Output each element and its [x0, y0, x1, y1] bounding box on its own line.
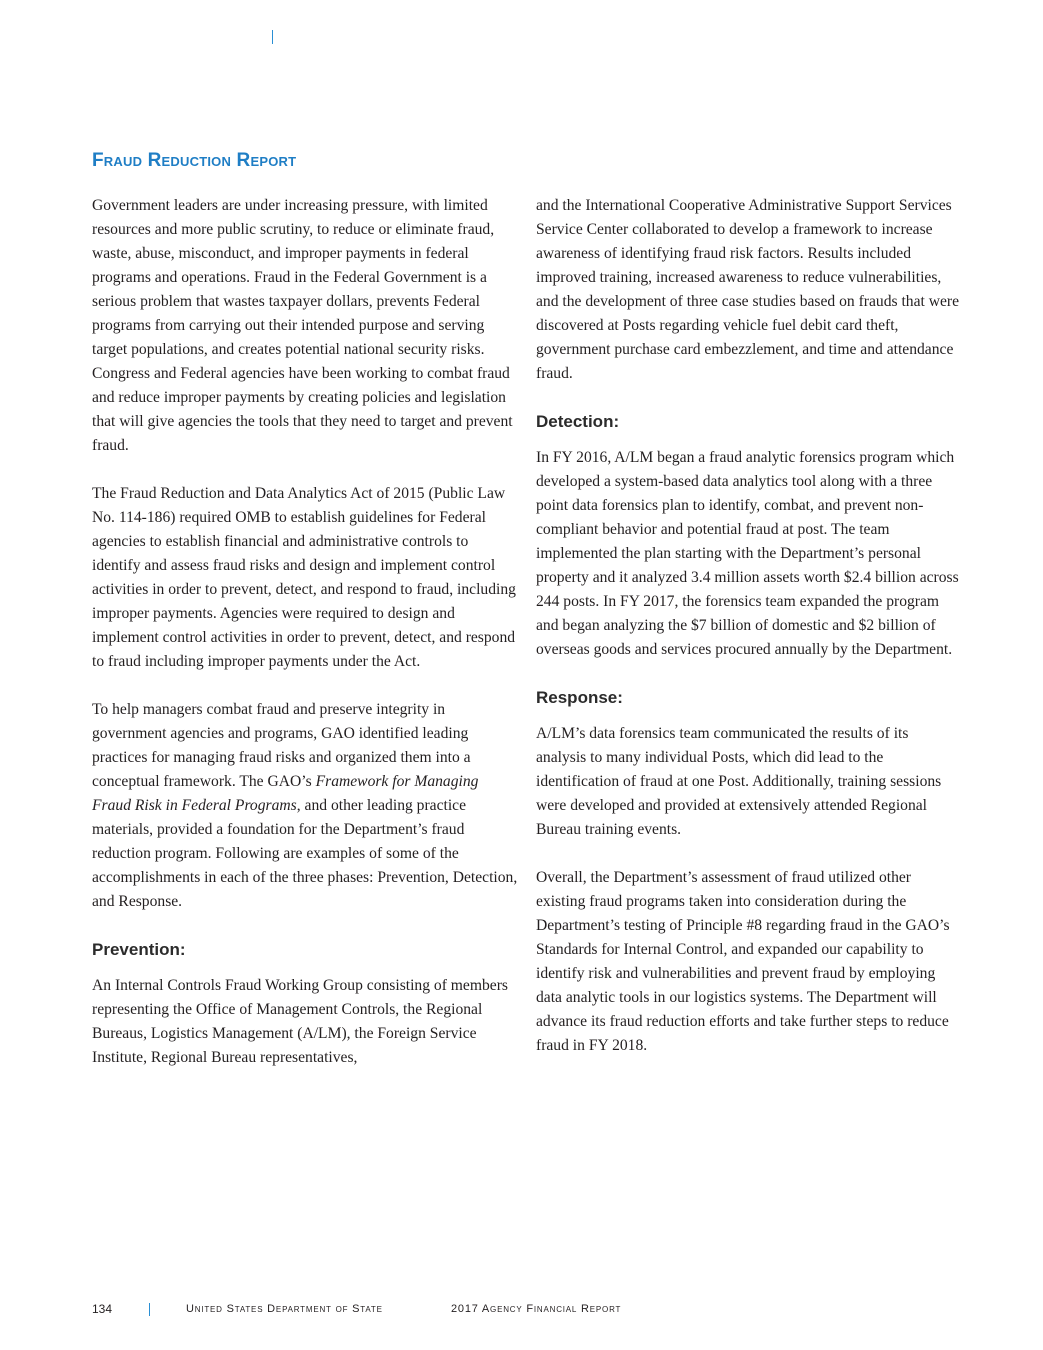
footer-divider — [149, 1303, 150, 1316]
gao-paragraph — [92, 698, 518, 914]
response-heading: Response: — [536, 688, 623, 707]
act-paragraph: The Fraud Reduction and Data Analytics Act of 2015 (Public Law No. 114-186) required OMB to establish guidelines for Federal agencies to establish financial and administrative controls to identify and assess fraud risks and design and implement control activities in order to prevent, detect, and respond to fraud, including improper payments. Agencies were required to design and implement control activities in order to prevent, detect, and respond to fraud including improper payments under the Act. — [92, 485, 516, 670]
footer-report-title: 2017 Agency Financial Report — [451, 1303, 622, 1315]
right-column — [536, 194, 960, 1082]
response-paragraph: A/LM’s data forensics team communicated the results of its analysis to many individual Posts, which did lead to the identification of fraud at one Post. Additionally, training sessions were developed and provided at extensively attended Regional Bureau training events. — [536, 725, 942, 838]
gao-text-end: , and other leading practice materials, provided a foundation for the Department’s fraud reduction program. Following are examples of some of the accomplishments in each of the three phases: Prevention, Detection, and Response. — [92, 797, 518, 910]
prevention-continued-paragraph: and the International Cooperative Administrative Support Services Service Center collaborated to develop a framework to increase awareness of identifying fraud risk factors. Results included improved training, increased awareness to reduce vulnerabilities, and the development of three case studies based on frauds that were discovered at Posts regarding vehicle fuel debit card theft, government purchase card embezzlement, and time and attendance fraud. — [536, 197, 960, 382]
gao-framework-title: Framework for Managing Fraud Risk in Federal Programs — [92, 773, 479, 814]
intro-paragraph: Government leaders are under increasing pressure, with limited resources and more public scrutiny, to reduce or eliminate fraud, waste, abuse, misconduct, and improper payments in federal programs and operations. Fraud in the Federal Government is a serious problem that wastes taxpayer dollars, prevents Federal programs from carrying out their intended purpose and serving target populations, and creates potential national security risks. Congress and Federal agencies have been working to combat fraud and reduce improper payments by creating policies and legislation that will give agencies the tools that they need to target and prevent fraud. — [92, 197, 513, 454]
header-divider — [272, 30, 273, 44]
prevention-heading: Prevention: — [92, 940, 186, 959]
detection-paragraph: In FY 2016, A/LM began a fraud analytic forensics program which developed a system-based data analytics tool along with a three point data forensics plan to identify, combat, and prevent non-compliant behavior and potential fraud at post. The team implemented the plan starting with the Department’s personal property and it analyzed 3.4 million assets worth $2.4 billion across 244 posts. In FY 2017, the forensics team expanded the program and began analyzing the $7 billion of domestic and $2 billion of overseas goods and services procured annually by the Department. — [536, 449, 959, 658]
gao-text-start: To help managers combat fraud and preserve integrity in government agencies and programs, GAO identified leading practices for managing fraud risks and organized them into a conceptual framework. The GAO’s — [92, 701, 471, 790]
overall-paragraph: Overall, the Department’s assessment of fraud utilized other existing fraud programs taken into consideration during the Department’s testing of Principle #8 regarding fraud in the GAO’s Standards for Internal Control, and expanded our capability to identify risk and vulnerabilities and prevent fraud by employing data analytic tools in our logistics systems. The Department will advance its fraud reduction efforts and take further steps to reduce fraud in FY 2018. — [536, 869, 950, 1054]
footer-department: United States Department of State — [186, 1303, 383, 1315]
page-number: 134 — [92, 1302, 113, 1316]
page-title: Fraud Reduction Report — [92, 150, 297, 171]
left-column — [92, 194, 518, 1094]
prevention-paragraph: An Internal Controls Fraud Working Group consisting of members representing the Office of Management Controls, the Regional Bureaus, Logistics Management (A/LM), the Foreign Service Institute, Regional Bureau representatives, — [92, 977, 508, 1066]
detection-heading: Detection: — [536, 412, 620, 431]
